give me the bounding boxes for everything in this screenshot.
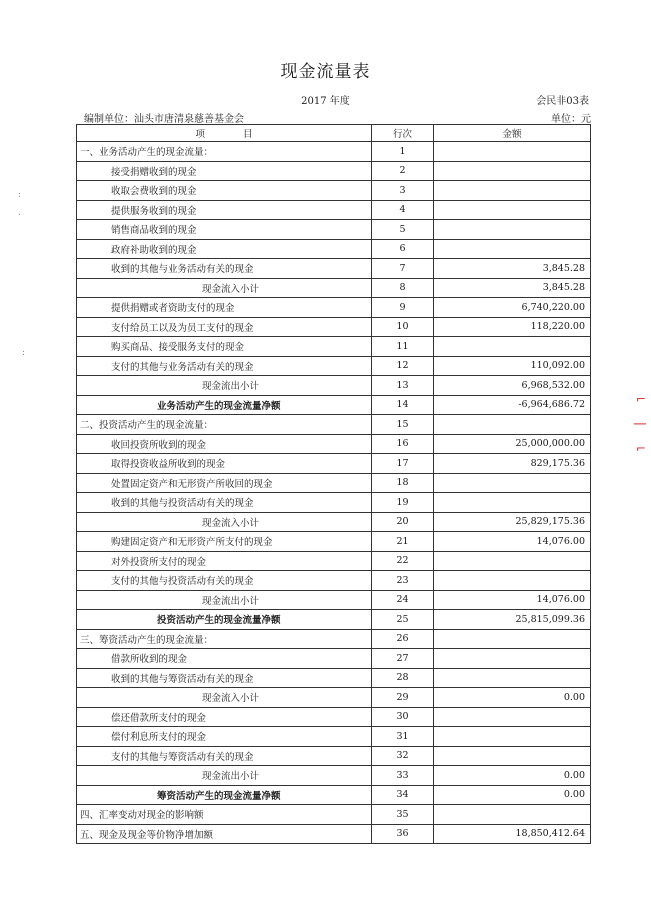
row-amount (434, 746, 591, 766)
table-row (77, 746, 591, 766)
table-row (77, 824, 591, 844)
row-label: 收回投资所收到的现金 (77, 434, 372, 454)
row-label: 偿还借款所支付的现金 (77, 707, 372, 727)
row-amount: 25,815,099.36 (434, 610, 591, 630)
row-amount: 25,829,175.36 (434, 512, 591, 532)
scan-speck: . (18, 208, 21, 218)
row-amount (434, 415, 591, 435)
table-row (77, 707, 591, 727)
row-amount (434, 727, 591, 747)
table-row (77, 571, 591, 591)
cash-flow-table (76, 124, 591, 844)
row-number: 21 (372, 532, 434, 552)
row-number: 24 (372, 590, 434, 610)
table-row (77, 200, 591, 220)
table-row (77, 629, 591, 649)
table-row (77, 278, 591, 298)
table-row (77, 727, 591, 747)
table-row (77, 142, 591, 162)
red-stamp-mark: ⌐ | ⌐ (634, 392, 648, 462)
document-title: 现金流量表 (280, 62, 371, 82)
row-label: 业务活动产生的现金流量净额 (77, 395, 372, 415)
row-number: 30 (372, 707, 434, 727)
row-amount (434, 337, 591, 357)
table-row (77, 161, 591, 181)
row-amount: 0.00 (434, 688, 591, 708)
row-label: 一、业务活动产生的现金流量： (77, 142, 372, 162)
scan-speck: : (22, 348, 26, 358)
table-row (77, 395, 591, 415)
row-label: 对外投资所支付的现金 (77, 551, 372, 571)
row-number: 17 (372, 454, 434, 474)
row-amount: 110,092.00 (434, 356, 591, 376)
form-code: 会民非03表 (536, 96, 589, 107)
row-amount (434, 707, 591, 727)
row-amount (434, 161, 591, 181)
row-label: 偿付利息所支付的现金 (77, 727, 372, 747)
row-number: 10 (372, 317, 434, 337)
row-number: 23 (372, 571, 434, 591)
table-row (77, 766, 591, 786)
row-number: 34 (372, 785, 434, 805)
row-amount (434, 571, 591, 591)
table-row (77, 356, 591, 376)
table-row (77, 473, 591, 493)
row-number: 36 (372, 824, 434, 844)
row-number: 16 (372, 434, 434, 454)
preparing-organization: 编制单位：汕头市唐清泉慈善基金会 (84, 114, 244, 125)
row-amount: 25,000,000.00 (434, 434, 591, 454)
table-row (77, 298, 591, 318)
row-amount (434, 200, 591, 220)
row-label: 四、汇率变动对现金的影响额 (77, 805, 372, 825)
row-number: 2 (372, 161, 434, 181)
table-row (77, 454, 591, 474)
row-label: 收到的其他与投资活动有关的现金 (77, 493, 372, 513)
header-row-no: 行次 (372, 125, 434, 142)
row-label: 处置固定资产和无形资产所收回的现金 (77, 473, 372, 493)
row-amount (434, 239, 591, 259)
row-number: 18 (372, 473, 434, 493)
row-amount: 14,076.00 (434, 532, 591, 552)
row-number: 1 (372, 142, 434, 162)
row-amount (434, 668, 591, 688)
row-label: 购买商品、接受服务支付的现金 (77, 337, 372, 357)
table-body (77, 142, 591, 844)
report-year: 2017 年度 (301, 96, 350, 107)
currency-unit: 单位：元 (551, 114, 591, 125)
row-number: 27 (372, 649, 434, 669)
row-label: 现金流入小计 (77, 512, 372, 532)
row-label: 收到的其他与筹资活动有关的现金 (77, 668, 372, 688)
row-amount (434, 220, 591, 240)
row-number: 26 (372, 629, 434, 649)
row-label: 销售商品收到的现金 (77, 220, 372, 240)
table-row (77, 551, 591, 571)
row-amount: 0.00 (434, 785, 591, 805)
row-amount (434, 649, 591, 669)
table-row (77, 649, 591, 669)
row-number: 15 (372, 415, 434, 435)
row-number: 5 (372, 220, 434, 240)
table-row (77, 610, 591, 630)
row-amount: 118,220.00 (434, 317, 591, 337)
table-row (77, 317, 591, 337)
row-amount: 6,968,532.00 (434, 376, 591, 396)
row-number: 20 (372, 512, 434, 532)
row-amount (434, 629, 591, 649)
row-label: 现金流出小计 (77, 376, 372, 396)
table-row (77, 532, 591, 552)
row-label: 筹资活动产生的现金流量净额 (77, 785, 372, 805)
row-label: 收取会费收到的现金 (77, 181, 372, 201)
row-amount (434, 473, 591, 493)
row-number: 12 (372, 356, 434, 376)
row-number: 19 (372, 493, 434, 513)
row-amount: 829,175.36 (434, 454, 591, 474)
row-label: 提供服务收到的现金 (77, 200, 372, 220)
row-label: 三、筹资活动产生的现金流量： (77, 629, 372, 649)
row-label: 收到的其他与业务活动有关的现金 (77, 259, 372, 279)
row-number: 33 (372, 766, 434, 786)
header-item: 项 目 (77, 125, 372, 142)
row-number: 25 (372, 610, 434, 630)
table-row (77, 512, 591, 532)
row-label: 现金流入小计 (77, 278, 372, 298)
row-number: 32 (372, 746, 434, 766)
row-label: 借款所收到的现金 (77, 649, 372, 669)
row-amount (434, 142, 591, 162)
row-label: 支付的其他与投资活动有关的现金 (77, 571, 372, 591)
row-number: 28 (372, 668, 434, 688)
row-number: 22 (372, 551, 434, 571)
row-label: 政府补助收到的现金 (77, 239, 372, 259)
table-row (77, 376, 591, 396)
row-amount: 6,740,220.00 (434, 298, 591, 318)
row-label: 现金流出小计 (77, 766, 372, 786)
table-row (77, 181, 591, 201)
table-row (77, 434, 591, 454)
header-amount: 金额 (434, 125, 591, 142)
row-label: 五、现金及现金等价物净增加额 (77, 824, 372, 844)
row-amount (434, 493, 591, 513)
table-row (77, 785, 591, 805)
row-label: 取得投资收益所收到的现金 (77, 454, 372, 474)
row-amount: 0.00 (434, 766, 591, 786)
table-row (77, 259, 591, 279)
row-number: 31 (372, 727, 434, 747)
row-amount: 3,845.28 (434, 278, 591, 298)
row-label: 二、投资活动产生的现金流量： (77, 415, 372, 435)
row-number: 3 (372, 181, 434, 201)
table-row (77, 805, 591, 825)
row-amount: -6,964,686.72 (434, 395, 591, 415)
row-amount (434, 551, 591, 571)
row-amount (434, 805, 591, 825)
row-number: 29 (372, 688, 434, 708)
table-row (77, 337, 591, 357)
row-number: 4 (372, 200, 434, 220)
row-label: 接受捐赠收到的现金 (77, 161, 372, 181)
row-label: 购建固定资产和无形资产所支付的现金 (77, 532, 372, 552)
row-number: 14 (372, 395, 434, 415)
table-row (77, 220, 591, 240)
row-amount (434, 181, 591, 201)
row-label: 提供捐赠或者资助支付的现金 (77, 298, 372, 318)
row-number: 8 (372, 278, 434, 298)
row-label: 现金流入小计 (77, 688, 372, 708)
row-number: 7 (372, 259, 434, 279)
table-row (77, 239, 591, 259)
row-number: 9 (372, 298, 434, 318)
row-number: 11 (372, 337, 434, 357)
row-number: 6 (372, 239, 434, 259)
scan-speck: : (18, 190, 22, 200)
row-number: 13 (372, 376, 434, 396)
row-label: 支付的其他与业务活动有关的现金 (77, 356, 372, 376)
table-header-row (77, 125, 591, 142)
row-label: 现金流出小计 (77, 590, 372, 610)
table-row (77, 590, 591, 610)
row-amount: 14,076.00 (434, 590, 591, 610)
row-amount: 3,845.28 (434, 259, 591, 279)
row-number: 35 (372, 805, 434, 825)
table-row (77, 688, 591, 708)
table-row (77, 415, 591, 435)
table-row (77, 668, 591, 688)
row-amount: 18,850,412.64 (434, 824, 591, 844)
row-label: 支付给员工以及为员工支付的现金 (77, 317, 372, 337)
row-label: 支付的其他与筹资活动有关的现金 (77, 746, 372, 766)
row-label: 投资活动产生的现金流量净额 (77, 610, 372, 630)
table-row (77, 493, 591, 513)
